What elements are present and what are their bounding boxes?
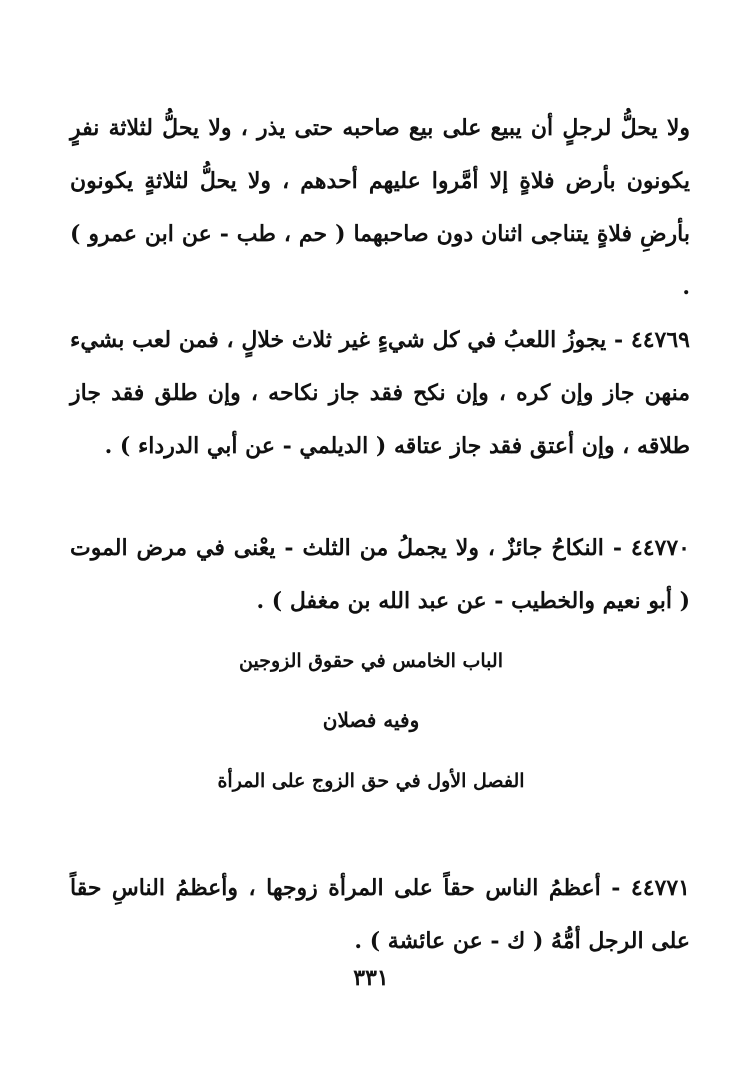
page-number: ٣٣١ <box>353 965 389 991</box>
hadith-paragraph: ٤٤٧٧٠ - النكاحُ جائزٌ ، ولا يجملُ من الثلث - يعْنى في مرض الموت ( أبو نعيم والخطيب - عن عبد الله بن مغفل ) . <box>70 535 690 614</box>
hadith-paragraph: ٤٤٧٦٩ - يجوزُ اللعبُ في كل شيءٍ غير ثلاث خلالٍ ، فمن لعب بشيء منهن جاز وإن كره ، وإن نكح فقد جاز نكاحه ، وإن طلق فقد جاز طلاقه ، وإن أعتق فقد جاز عتاقه ( الديلمي - عن أبي الدرداء ) . <box>70 327 690 459</box>
hadith-paragraph: ٤٤٧٧١ - أعظمُ الناس حقاً على المرأة زوجها ، وأعظمُ الناسِ حقاً على الرجل أمُّهُ ( ك - عن عائشة ) . <box>70 875 690 954</box>
chapter-heading: الباب الخامس في حقوق الزوجين <box>239 650 503 672</box>
chapter-subtitle: وفيه فصلان <box>322 708 420 732</box>
section-heading: الفصل الأول في حق الزوج على المرأة <box>217 770 525 792</box>
hadith-paragraph: ولا يحلُّ لرجلٍ أن يبيع على بيع صاحبه حتى يذر ، ولا يحلُّ لثلاثة نفرٍ يكونون بأرض فلاةٍ إلا أمَّروا عليهم أحدهم ، ولا يحلُّ لثلاثةٍ يكونون بأرضِ فلاةٍ يتناجى اثنان دون صاحبهما ( حم ، طب - عن ابن عمرو ) . <box>70 115 690 300</box>
